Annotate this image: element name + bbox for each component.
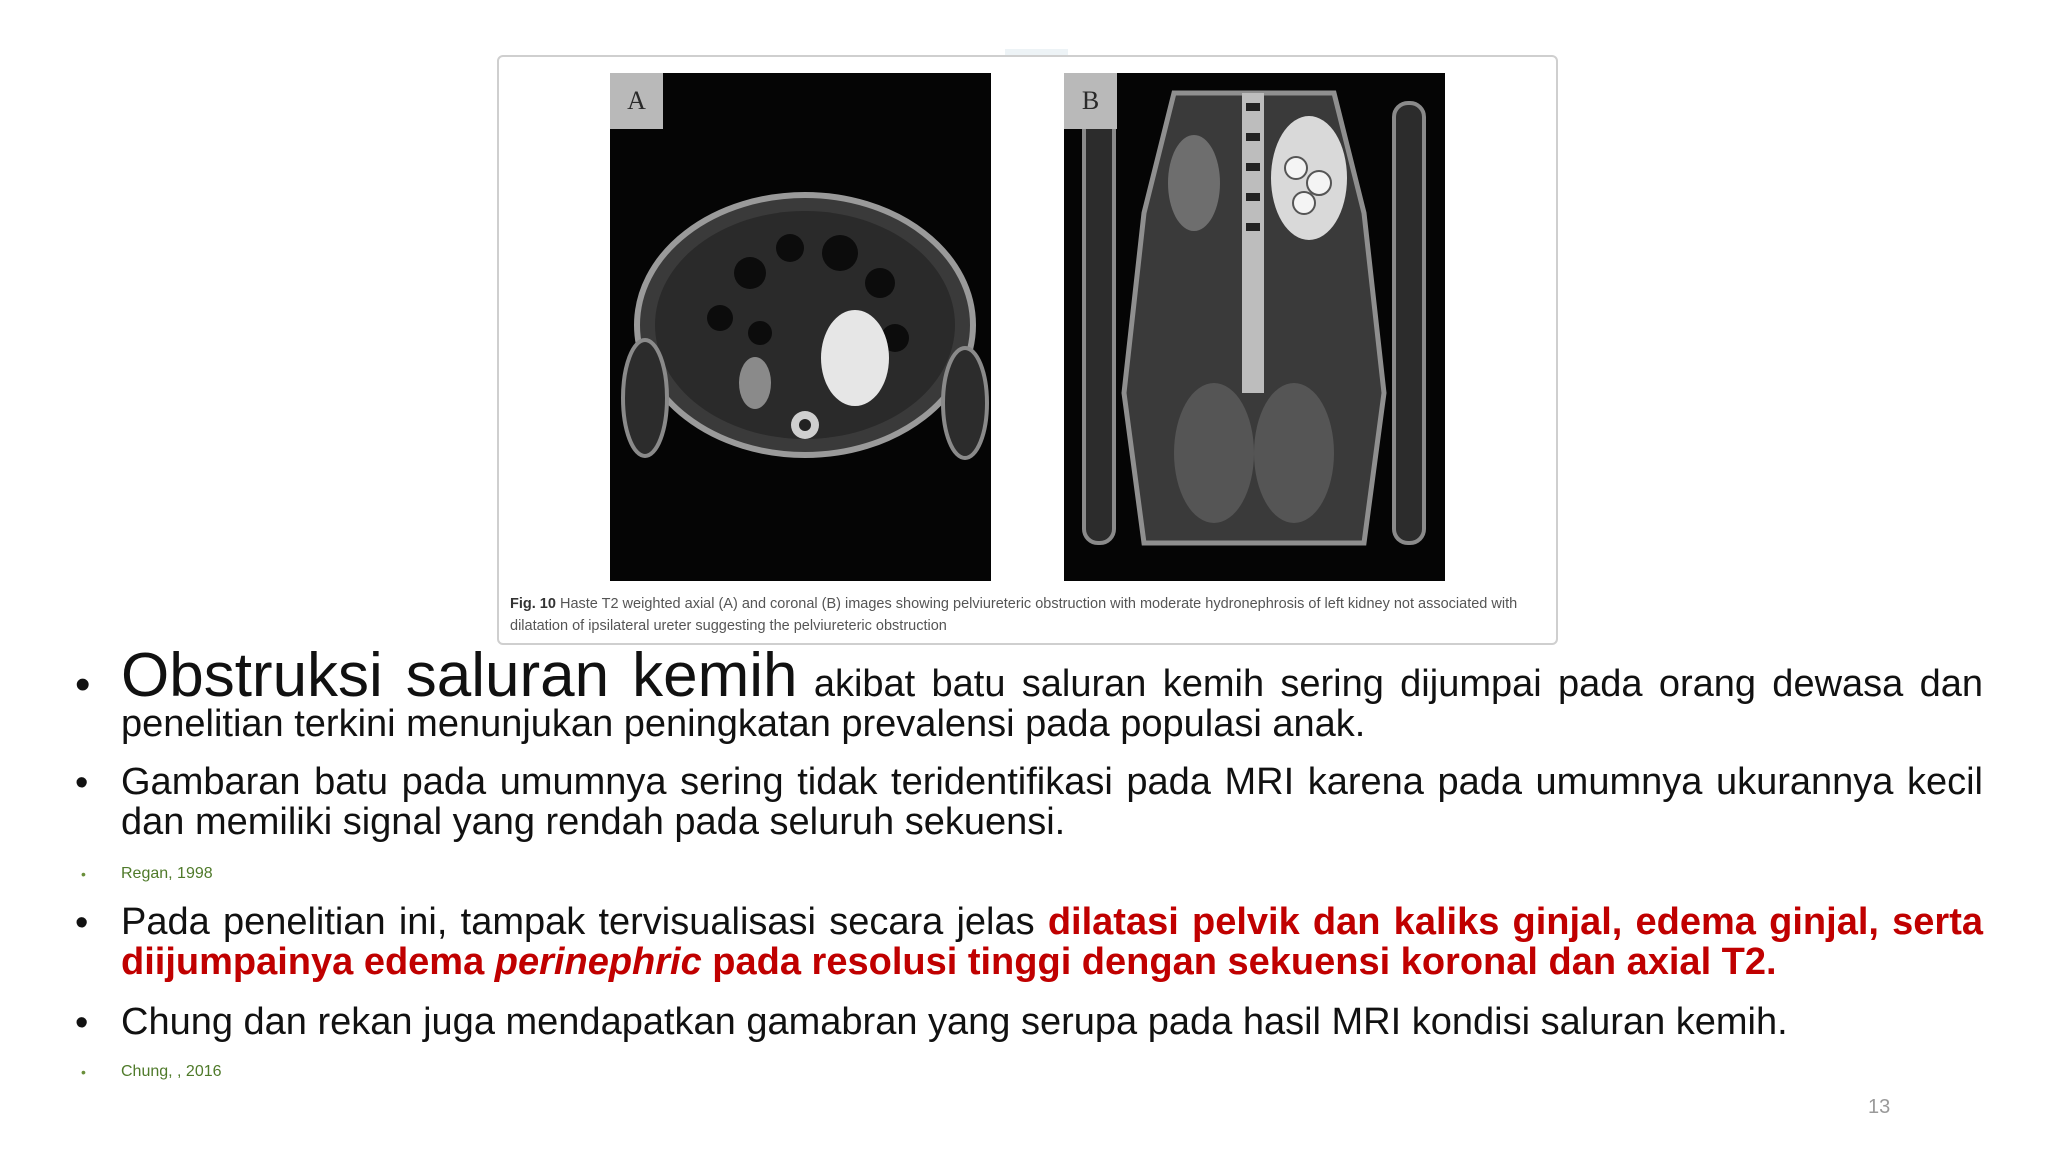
caption-text: Haste T2 weighted axial (A) and coronal (B) images showing pelviureteric obstruction with moderate hydronephrosis of left kidney not associated with dilatation of ipsilateral ureter suggesting the pelviureteric obstruction (510, 596, 1518, 634)
bullet-3-text: Pada penelitian ini, tampak tervisualisasi secara jelas (121, 901, 1048, 943)
panel-a-label: A (610, 73, 663, 129)
bullet-item-3 (75, 902, 1983, 982)
reference-1-text: Regan, 1998 (121, 865, 213, 882)
reference-item-2 (75, 1062, 1983, 1082)
axial-scan-drawing (610, 73, 991, 581)
panel-b-label: B (1064, 73, 1117, 129)
caption-prefix: Fig. 10 (510, 596, 556, 612)
bullet-item-4 (75, 1002, 1983, 1044)
coronal-scan-drawing (1064, 73, 1445, 581)
page-number: 13 (1868, 1096, 1891, 1118)
mri-axial-image (610, 73, 991, 581)
bullet-2-text: Gambaran batu pada umumnya sering tidak teridentifikasi pada MRI karena pada umumnya ukurannya kecil dan memiliki signal yang rendah pada seluruh sekuensi. (121, 761, 1983, 843)
bullet-4-text: Chung dan rekan juga mendapatkan gamabran yang serupa pada hasil MRI kondisi saluran kemih. (121, 1001, 1788, 1043)
bullet-3-highlight-2: pada resolusi tinggi dengan sekuensi koronal dan axial T2. (701, 941, 1777, 983)
bullet-dot: • (75, 902, 89, 944)
bullet-item-2 (75, 762, 1983, 842)
bullet-1-heading: Obstruksi saluran kemih (121, 641, 798, 710)
bullet-dot: • (75, 660, 91, 709)
bullet-3-highlight-1: dilatasi pelvik dan kaliks ginjal, edema ginjal, serta diijumpainya edema (121, 901, 1983, 983)
bullet-dot: • (81, 866, 86, 882)
reference-item-1 (75, 864, 1983, 884)
bullet-3-italic-term: perinephric (494, 941, 702, 983)
bullet-dot: • (75, 762, 89, 804)
mri-coronal-image (1064, 73, 1445, 581)
bullet-item-1 (75, 641, 1983, 745)
reference-2-text: Chung, , 2016 (121, 1063, 222, 1080)
mri-figure (497, 55, 1558, 645)
bullet-list (75, 641, 1983, 1082)
bullet-dot: • (75, 1002, 89, 1044)
bullet-dot: • (81, 1064, 86, 1080)
figure-caption (510, 593, 1520, 637)
bullet-1-text: akibat batu saluran kemih sering dijumpai pada orang dewasa dan penelitian terkini menunjukan peningkatan prevalensi pada populasi anak. (121, 663, 1983, 745)
